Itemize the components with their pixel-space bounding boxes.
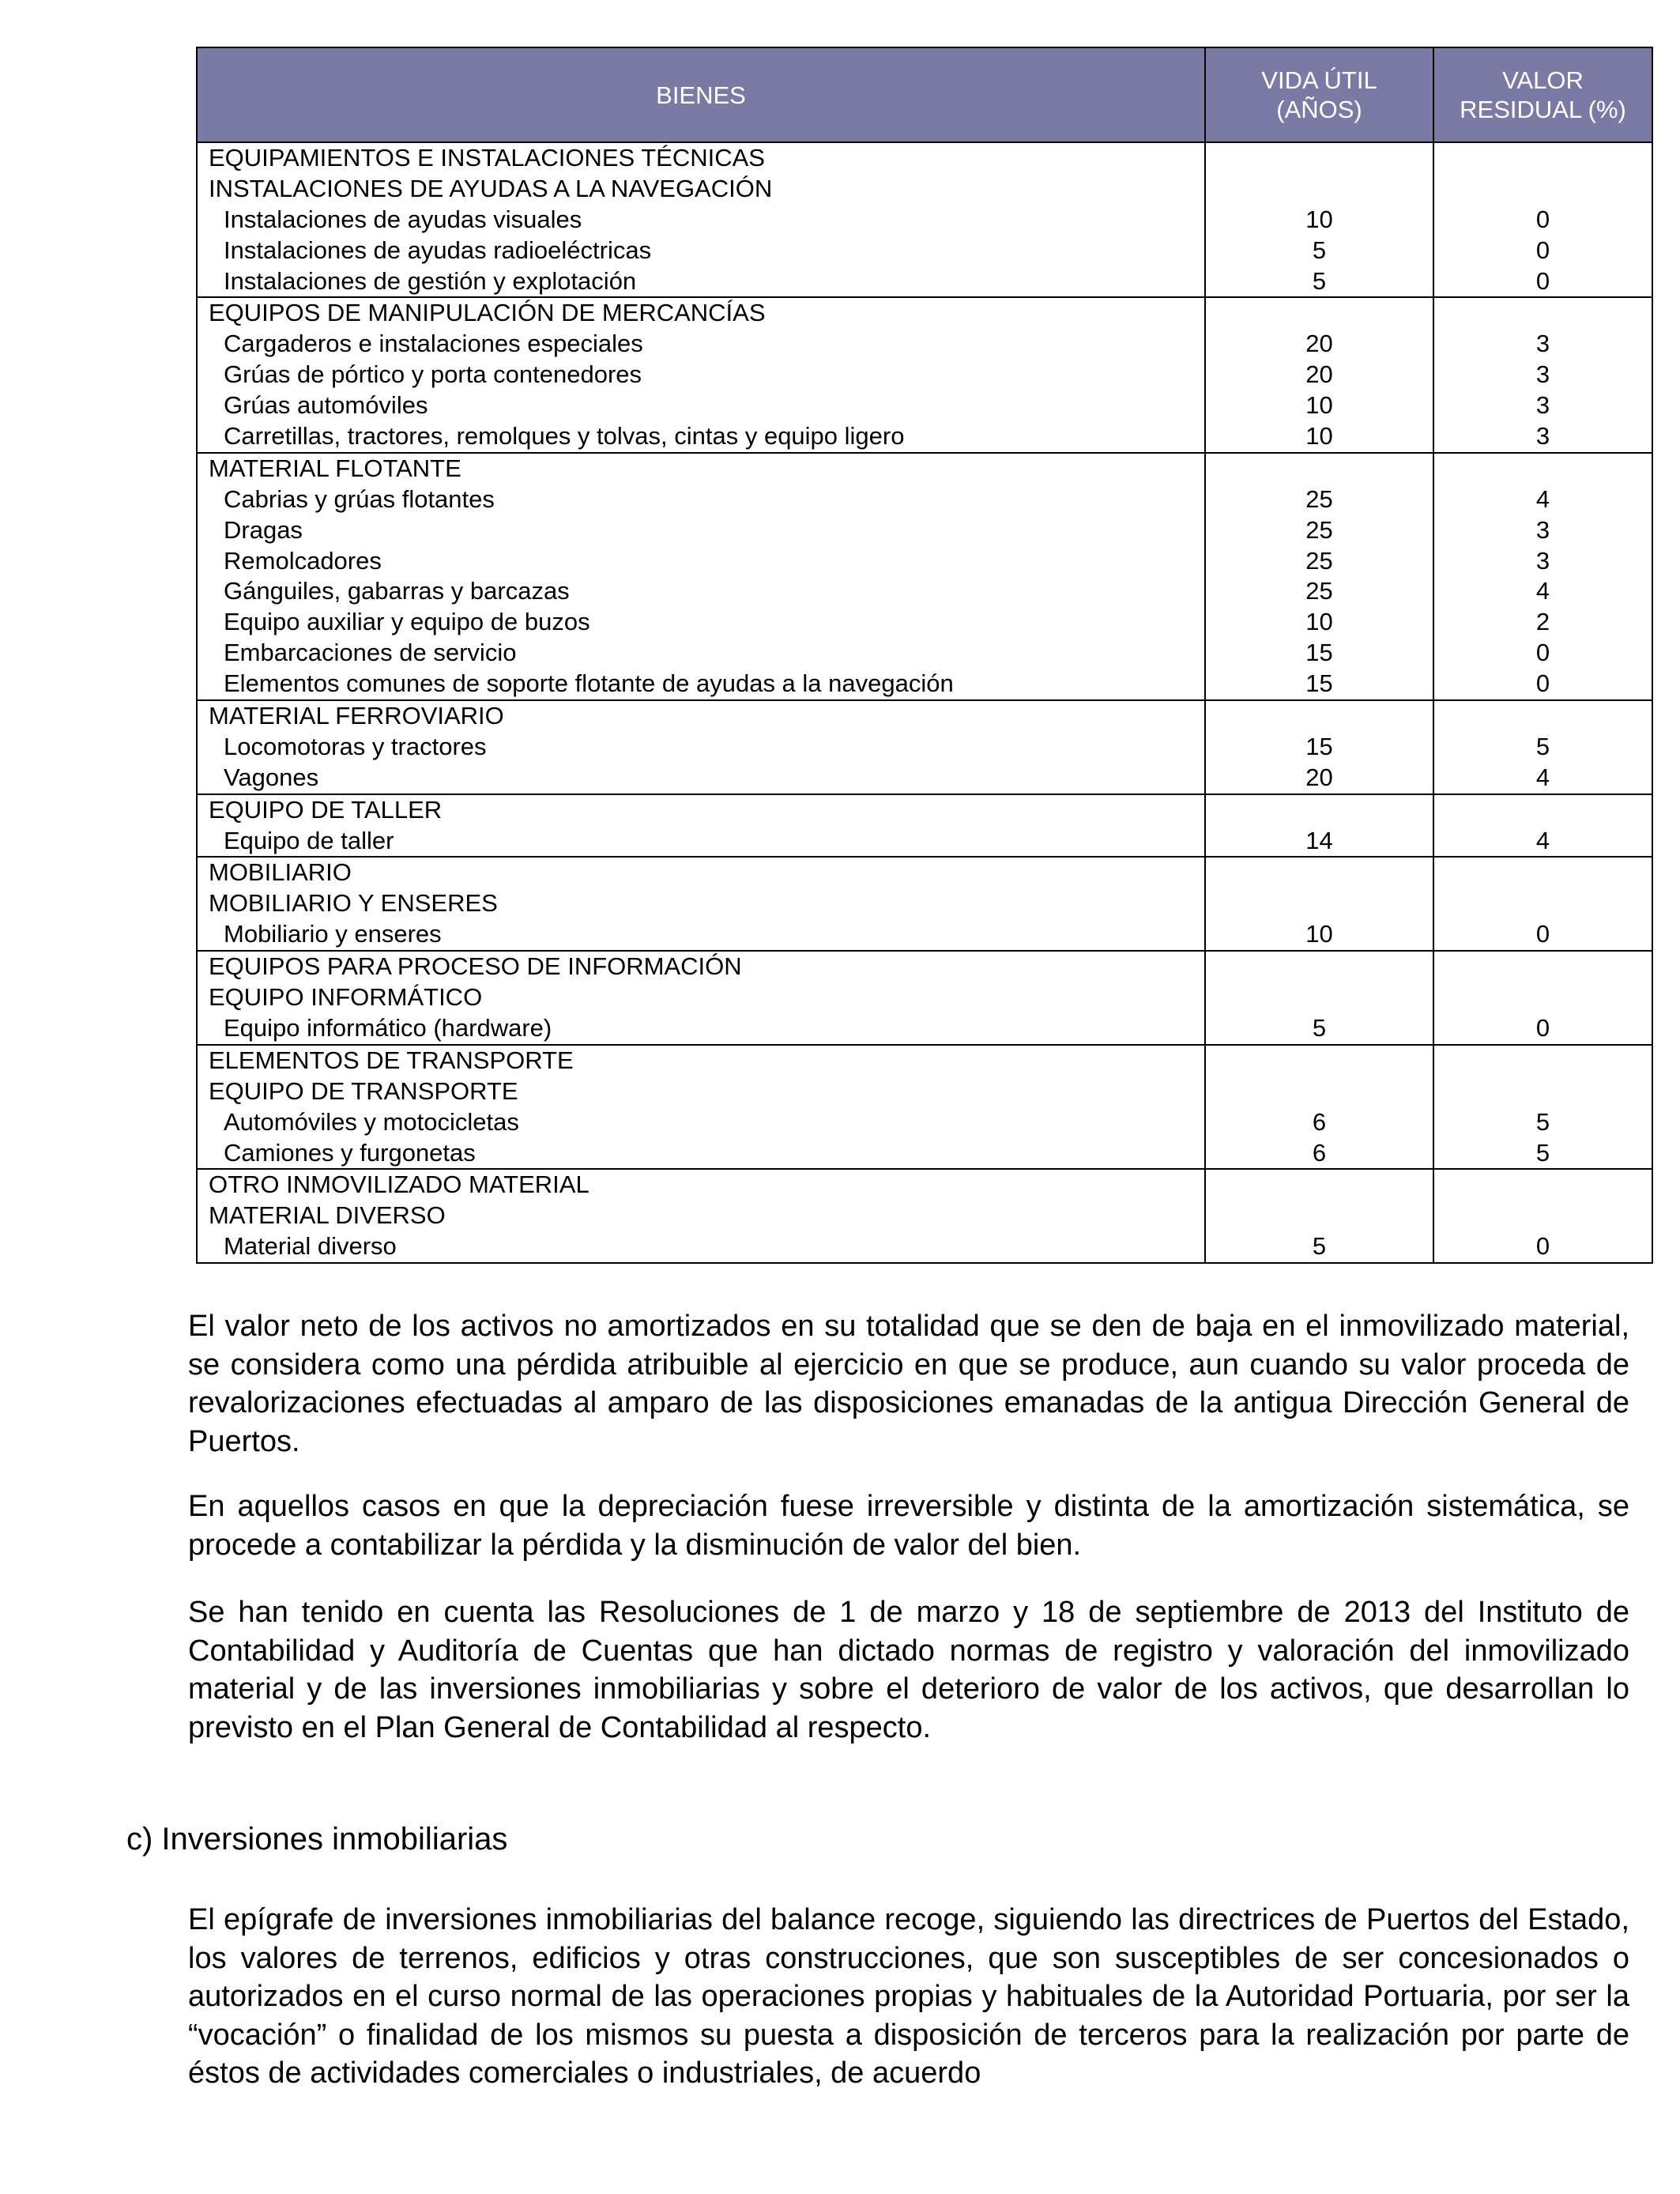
vida-util-value: 10 xyxy=(1305,205,1333,233)
category-label: EQUIPO DE TRANSPORTE xyxy=(209,1076,518,1105)
category-label: MOBILIARIO xyxy=(209,858,352,887)
cell-bienes xyxy=(197,297,1205,452)
vida-util-value: 14 xyxy=(1305,826,1333,854)
vida-util-value: 15 xyxy=(1305,732,1333,760)
vida-util-value: 25 xyxy=(1305,515,1333,544)
vida-util-value: 10 xyxy=(1305,422,1333,450)
empty-cell xyxy=(1206,174,1433,205)
valor-residual-value: 0 xyxy=(1535,266,1550,295)
cell-vida-util xyxy=(1205,453,1433,700)
vida-util-value: 20 xyxy=(1305,763,1333,791)
valor-residual-value: 0 xyxy=(1535,205,1550,233)
category-label: ELEMENTOS DE TRANSPORTE xyxy=(209,1046,574,1074)
valor-residual-value: 4 xyxy=(1535,826,1550,854)
vida-util-value: 15 xyxy=(1305,639,1333,667)
category-label: MOBILIARIO Y ENSERES xyxy=(209,889,498,918)
category-label: MATERIAL FLOTANTE xyxy=(209,454,461,482)
cell-bienes xyxy=(197,453,1205,700)
depreciation-table xyxy=(196,47,1653,1264)
vida-util-value: 10 xyxy=(1305,608,1333,636)
empty-cell xyxy=(1434,143,1652,174)
valor-residual-value: 3 xyxy=(1535,360,1550,389)
empty-cell xyxy=(1434,298,1652,329)
category-label: EQUIPO DE TALLER xyxy=(209,795,443,824)
cell-valor-residual xyxy=(1433,857,1652,951)
cell-valor-residual xyxy=(1433,951,1652,1045)
vida-util-value: 25 xyxy=(1305,577,1333,605)
empty-cell xyxy=(1434,888,1652,919)
cell-bienes xyxy=(197,142,1205,297)
cell-vida-util xyxy=(1205,951,1433,1045)
header-bienes: BIENES xyxy=(197,47,1205,142)
valor-residual-value: 0 xyxy=(1535,1013,1550,1042)
table-group xyxy=(197,142,1652,297)
paragraph-resoluciones: Se han tenido en cuenta las Resoluciones de 1 de marzo y 18 de septiembre de 2013 del Instituto de Contabilidad y Auditoría de Cuentas que han dictado normas de registro y valoración del inmovilizado material y de las inversiones inmobiliarias y sobre el deterioro de valor de los activos, que desarrollan lo previsto en el Plan General de Contabilidad al respecto. xyxy=(188,1596,1629,1744)
valor-residual-value: 4 xyxy=(1535,577,1550,605)
table-row xyxy=(197,1169,1652,1263)
table-group xyxy=(197,700,1652,794)
header-line: (AÑOS) xyxy=(1276,96,1362,123)
empty-cell xyxy=(1206,795,1433,826)
vida-util-value: 6 xyxy=(1312,1107,1327,1136)
cell-bienes xyxy=(197,1169,1205,1263)
paragraph-depreciacion: En aquellos casos en que la depreciación fuese irreversible y distinta de la amortización sistemática, se procede a contabilizar la pérdida y la disminución de valor del bien. xyxy=(188,1490,1629,1562)
table-group xyxy=(197,857,1652,951)
item-name: Embarcaciones de servicio xyxy=(224,639,517,667)
category-label: MATERIAL DIVERSO xyxy=(209,1201,446,1230)
empty-cell xyxy=(1206,298,1433,329)
category-label: INSTALACIONES DE AYUDAS A LA NAVEGACIÓN xyxy=(209,174,773,202)
cell-vida-util xyxy=(1205,700,1433,794)
item-name: Equipo informático (hardware) xyxy=(224,1013,552,1042)
empty-cell xyxy=(1206,952,1433,982)
cell-valor-residual xyxy=(1433,1045,1652,1170)
vida-util-value: 25 xyxy=(1305,484,1333,513)
valor-residual-value: 0 xyxy=(1535,236,1550,264)
vida-util-value: 10 xyxy=(1305,391,1333,420)
header-valor-residual xyxy=(1433,47,1652,142)
valor-residual-value: 0 xyxy=(1535,639,1550,667)
empty-cell xyxy=(1434,952,1652,982)
item-name: Equipo auxiliar y equipo de buzos xyxy=(224,608,590,636)
vida-util-value: 20 xyxy=(1305,360,1333,389)
cell-bienes xyxy=(197,794,1205,858)
header-line: RESIDUAL (%) xyxy=(1460,96,1626,123)
valor-residual-value: 4 xyxy=(1535,763,1550,791)
cell-vida-util xyxy=(1205,794,1433,858)
cell-bienes xyxy=(197,700,1205,794)
table-row xyxy=(197,297,1652,452)
item-name: Locomotoras y tractores xyxy=(224,732,487,760)
table-row xyxy=(197,794,1652,858)
category-label: EQUIPO INFORMÁTICO xyxy=(209,983,483,1012)
valor-residual-value: 4 xyxy=(1535,484,1550,513)
valor-residual-value: 3 xyxy=(1535,330,1550,358)
valor-residual-value: 0 xyxy=(1535,920,1550,948)
empty-cell xyxy=(1434,454,1652,484)
valor-residual-value: 3 xyxy=(1535,515,1550,544)
valor-residual-value: 5 xyxy=(1535,1138,1550,1167)
cell-valor-residual xyxy=(1433,142,1652,297)
paragraph-inversiones: El epígrafe de inversiones inmobiliarias del balance recoge, siguiendo las directrices de Puertos del Estado, los valores de terrenos, edificios y otras construcciones, que son susceptibles de ser concesionados o autorizados en el curso normal de las operaciones propias y habituales de la Autoridad Portuaria, por ser la “vocación” o finalidad de los mismos su puesta a disposición de terceros para la realización por parte de éstos de actividades comerciales o industriales, de acuerdo xyxy=(188,1903,1629,2090)
valor-residual-value: 5 xyxy=(1535,732,1550,760)
table-row xyxy=(197,453,1652,700)
item-name: Cabrias y grúas flotantes xyxy=(224,484,495,513)
cell-bienes xyxy=(197,951,1205,1045)
valor-residual-value: 0 xyxy=(1535,669,1550,698)
valor-residual-value: 3 xyxy=(1535,546,1550,575)
empty-cell xyxy=(1434,858,1652,888)
empty-cell xyxy=(1434,1201,1652,1231)
category-label: OTRO INMOVILIZADO MATERIAL xyxy=(209,1171,590,1199)
item-name: Camiones y furgonetas xyxy=(224,1138,476,1167)
vida-util-value: 5 xyxy=(1312,1232,1327,1261)
vida-util-value: 5 xyxy=(1312,236,1327,264)
valor-residual-value: 0 xyxy=(1535,1232,1550,1261)
cell-valor-residual xyxy=(1433,700,1652,794)
vida-util-value: 25 xyxy=(1305,546,1333,575)
item-name: Instalaciones de ayudas radioeléctricas xyxy=(224,236,652,264)
item-name: Remolcadores xyxy=(224,546,382,575)
table-row xyxy=(197,142,1652,297)
empty-cell xyxy=(1434,1046,1652,1076)
table-group xyxy=(197,453,1652,700)
valor-residual-value: 2 xyxy=(1535,608,1550,636)
item-name: Mobiliario y enseres xyxy=(224,920,442,948)
paragraph-baja-activos: El valor neto de los activos no amortizados en su totalidad que se den de baja en el inmovilizado material, se considera como una pérdida atribuible al ejercicio en que se produce, aun cuando su valor proceda de revalorizaciones efectuadas al amparo de las disposiciones emanadas de la antigua Dirección General de Puertos. xyxy=(188,1310,1629,1458)
empty-cell xyxy=(1206,1046,1433,1076)
cell-valor-residual xyxy=(1433,794,1652,858)
vida-util-value: 5 xyxy=(1312,266,1327,295)
table-group xyxy=(197,1045,1652,1170)
item-name: Material diverso xyxy=(224,1232,397,1261)
table-row xyxy=(197,857,1652,951)
vida-util-value: 15 xyxy=(1305,669,1333,698)
vida-util-value: 6 xyxy=(1312,1138,1327,1167)
item-name: Carretillas, tractores, remolques y tolvas, cintas y equipo ligero xyxy=(224,422,905,450)
table-row xyxy=(197,1045,1652,1170)
item-name: Cargaderos e instalaciones especiales xyxy=(224,330,643,358)
valor-residual-value: 5 xyxy=(1535,1107,1550,1136)
empty-cell xyxy=(1206,858,1433,888)
category-label: MATERIAL FERROVIARIO xyxy=(209,702,504,730)
header-line: VALOR xyxy=(1502,66,1584,94)
table-group xyxy=(197,297,1652,452)
empty-cell xyxy=(1206,888,1433,919)
table-row xyxy=(197,951,1652,1045)
vida-util-value: 10 xyxy=(1305,920,1333,948)
category-label: EQUIPOS PARA PROCESO DE INFORMACIÓN xyxy=(209,952,742,981)
cell-vida-util xyxy=(1205,297,1433,452)
header-vida-util xyxy=(1205,47,1433,142)
empty-cell xyxy=(1206,1076,1433,1107)
item-name: Gánguiles, gabarras y barcazas xyxy=(224,577,570,605)
cell-bienes xyxy=(197,857,1205,951)
table-group xyxy=(197,951,1652,1045)
vida-util-value: 5 xyxy=(1312,1013,1327,1042)
vida-util-value: 20 xyxy=(1305,330,1333,358)
cell-vida-util xyxy=(1205,1169,1433,1263)
cell-valor-residual xyxy=(1433,1169,1652,1263)
empty-cell xyxy=(1206,143,1433,174)
valor-residual-value: 3 xyxy=(1535,422,1550,450)
empty-cell xyxy=(1434,1076,1652,1107)
category-label: EQUIPOS DE MANIPULACIÓN DE MERCANCÍAS xyxy=(209,299,766,327)
empty-cell xyxy=(1206,1170,1433,1201)
empty-cell xyxy=(1434,795,1652,826)
item-name: Automóviles y motocicletas xyxy=(224,1107,519,1136)
empty-cell xyxy=(1206,982,1433,1013)
empty-cell xyxy=(1434,982,1652,1013)
table-row xyxy=(197,700,1652,794)
cell-valor-residual xyxy=(1433,453,1652,700)
item-name: Dragas xyxy=(224,515,303,544)
item-name: Instalaciones de gestión y explotación xyxy=(224,266,637,295)
category-label: EQUIPAMIENTOS E INSTALACIONES TÉCNICAS xyxy=(209,144,765,172)
table-group xyxy=(197,794,1652,858)
empty-cell xyxy=(1206,1201,1433,1231)
empty-cell xyxy=(1206,454,1433,484)
table-group xyxy=(197,1169,1652,1263)
item-name: Equipo de taller xyxy=(224,826,394,854)
cell-bienes xyxy=(197,1045,1205,1170)
empty-cell xyxy=(1206,701,1433,732)
table-header-row xyxy=(197,47,1652,142)
item-name: Elementos comunes de soporte flotante de ayudas a la navegación xyxy=(224,669,954,698)
cell-vida-util xyxy=(1205,142,1433,297)
empty-cell xyxy=(1434,701,1652,732)
item-name: Vagones xyxy=(224,763,319,791)
valor-residual-value: 3 xyxy=(1535,391,1550,420)
section-heading: c) Inversiones inmobiliarias xyxy=(126,1822,508,1857)
empty-cell xyxy=(1434,1170,1652,1201)
item-name: Grúas de pórtico y porta contenedores xyxy=(224,360,642,389)
cell-vida-util xyxy=(1205,1045,1433,1170)
empty-cell xyxy=(1434,174,1652,205)
cell-vida-util xyxy=(1205,857,1433,951)
item-name: Instalaciones de ayudas visuales xyxy=(224,205,582,233)
cell-valor-residual xyxy=(1433,297,1652,452)
item-name: Grúas automóviles xyxy=(224,391,428,420)
header-line: VIDA ÚTIL xyxy=(1261,66,1377,94)
